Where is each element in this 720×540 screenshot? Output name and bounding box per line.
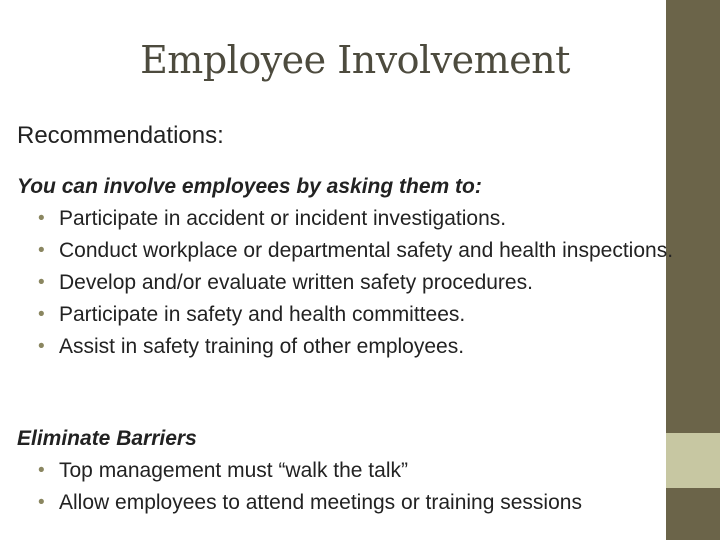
bullet-icon: • xyxy=(38,460,45,481)
list-item xyxy=(38,333,678,360)
list-item-text: Top management must “walk the talk” xyxy=(59,459,408,482)
list-item xyxy=(38,205,678,232)
list-item-text: Allow employees to attend meetings or training sessions xyxy=(59,491,582,514)
bullet-icon: • xyxy=(38,240,45,261)
bullet-icon: • xyxy=(38,336,45,357)
slide-title: Employee Involvement xyxy=(140,38,570,82)
bullet-icon: • xyxy=(38,304,45,325)
recommendations-heading: Recommendations: xyxy=(17,122,224,149)
list-item xyxy=(38,269,678,296)
list-item xyxy=(38,489,678,516)
list-item-text: Develop and/or evaluate written safety procedures. xyxy=(59,271,533,294)
barriers-heading: Eliminate Barriers xyxy=(17,427,197,450)
list-item xyxy=(38,457,678,484)
list-item-text: Participate in safety and health committees. xyxy=(59,303,466,326)
bullet-icon: • xyxy=(38,272,45,293)
list-item-text: Participate in accident or incident investigations. xyxy=(59,207,507,230)
bullet-icon: • xyxy=(38,208,45,229)
involvement-lead: You can involve employees by asking them to: xyxy=(17,175,482,198)
list-item xyxy=(38,301,678,328)
involvement-list xyxy=(38,205,678,365)
list-item-text: Assist in safety training of other employees. xyxy=(59,335,465,358)
bullet-icon: • xyxy=(38,492,45,513)
list-item xyxy=(38,237,678,264)
barriers-list xyxy=(38,457,678,521)
list-item-text: Conduct workplace or departmental safety and health inspections. xyxy=(59,239,674,262)
